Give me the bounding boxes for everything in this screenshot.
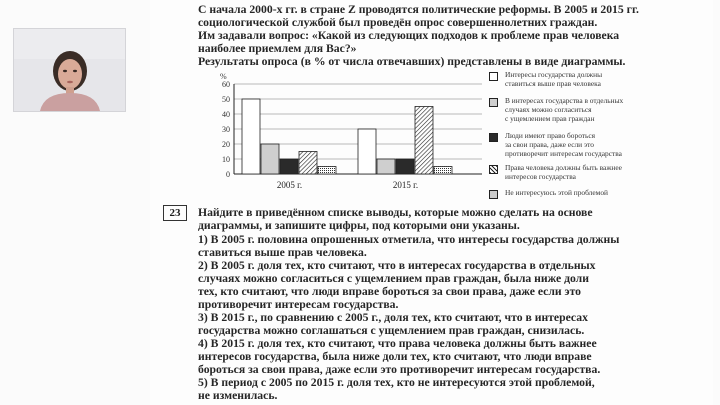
intro-line: С начала 2000-х гг. в стране Z проводятся политические реформы. В 2005 и 2015 гг. [198,3,639,16]
legend-item [489,188,608,199]
legend-label-line: интересов государства [505,172,576,181]
legend-label-line: случаях можно согласиться [505,105,592,114]
x-category-label: 2015 г. [392,180,419,190]
bar-1-4 [299,152,317,175]
bar-2-1 [358,129,376,174]
y-tick-label: 20 [222,140,230,149]
task-number: 23 [163,205,187,221]
bar-2-3 [396,159,414,174]
intro-line: наиболее приемлем для Вас?» [198,42,357,55]
legend-label-line: противоречит интересам государства [505,149,622,158]
bar-1-3 [280,159,298,174]
legend-label-line: Права человека должны быть важнее [505,163,622,172]
legend-item [489,96,623,123]
legend-label-line: ставиться выше прав человека [505,79,601,88]
option-2-cont: противоречит интересам государства. [198,298,399,311]
task-text-line: Найдите в приведённом списке выводы, которые можно сделать на основе [198,206,593,219]
legend-label-line: Интересы государства должны [505,70,603,79]
legend-item [489,131,622,158]
bar-1-5 [318,167,336,175]
webcam-video [13,28,126,112]
bar-2-5 [434,167,452,175]
bar-2-2 [377,159,395,174]
y-axis-label: % [220,72,227,81]
chart-svg [210,66,490,202]
bar-2-4 [415,107,433,175]
legend-label-line: за свои права, даже если это [505,140,594,149]
legend-label-line: В интересах государства в отдельных [505,96,624,105]
option-1-cont: ставиться выше прав человека. [198,246,367,259]
legend-label-line: Люди имеют право бороться [505,131,596,140]
y-tick-label: 50 [222,95,230,104]
x-category-label: 2005 г. [276,180,303,190]
intro-line: социологической службой был проведён опрос совершеннолетних граждан. [198,16,598,29]
y-tick-label: 0 [226,170,230,179]
legend-label [505,188,608,197]
option-5-cont: не изменилась. [198,389,278,402]
y-tick-label: 30 [222,125,230,134]
option-4-cont: интересов государства, была ниже доли тех, кто считают, что люди вправе [198,350,592,363]
option-2: 2) В 2005 г. доля тех, кто считают, что в интересах государства в отдельных [198,259,596,272]
presenter-image [14,29,125,111]
option-4: 4) В 2015 г. доля тех, кто считают, что права человека должны быть важнее [198,337,597,350]
legend-swatch [489,98,498,107]
legend-item [489,163,622,181]
bar-1-1 [242,99,260,174]
bar-1-2 [261,144,279,174]
legend-label [505,70,602,88]
document-page [150,0,713,405]
y-tick-label: 60 [222,80,230,89]
legend-label [505,131,622,158]
legend-label-line: Не интересуюсь этой проблемой [505,188,608,197]
task-text-line: диаграммы, и запишите цифры, под которыми они указаны. [198,219,520,232]
option-1: 1) В 2005 г. половина опрошенных отметила, что интересы государства должны [198,233,620,246]
legend-label [505,96,623,123]
y-tick-label: 10 [222,155,230,164]
legend-swatch [489,190,498,199]
legend-item [489,70,602,88]
legend-label [505,163,622,181]
legend-label-line: с ущемлением прав граждан [505,114,595,123]
intro-line: Им задавали вопрос: «Какой из следующих подходов к проблеме прав человека [198,29,620,42]
option-5: 5) В период с 2005 по 2015 г. доля тех, кто не интересуются этой проблемой, [198,376,595,389]
intro-line: Результаты опроса (в % от числа отвечавших) представлены в виде диаграммы. [198,55,626,68]
legend-swatch [489,133,498,142]
option-2-cont: случаях можно согласиться с ущемлением прав граждан, была ниже доли [198,272,589,285]
legend-swatch [489,165,498,174]
option-2-cont: тех, кто считают, что люди вправе бороться за свои права, даже если это [198,285,582,298]
legend-swatch [489,72,498,81]
option-3: 3) В 2015 г., по сравнению с 2005 г., доля тех, кто считают, что в интересах [198,311,588,324]
y-tick-label: 40 [222,110,230,119]
option-4-cont: бороться за свои права, даже если это противоречит интересам государства. [198,363,601,376]
option-3-cont: государства можно соглашаться с ущемлением прав граждан, снизилась. [198,324,585,337]
